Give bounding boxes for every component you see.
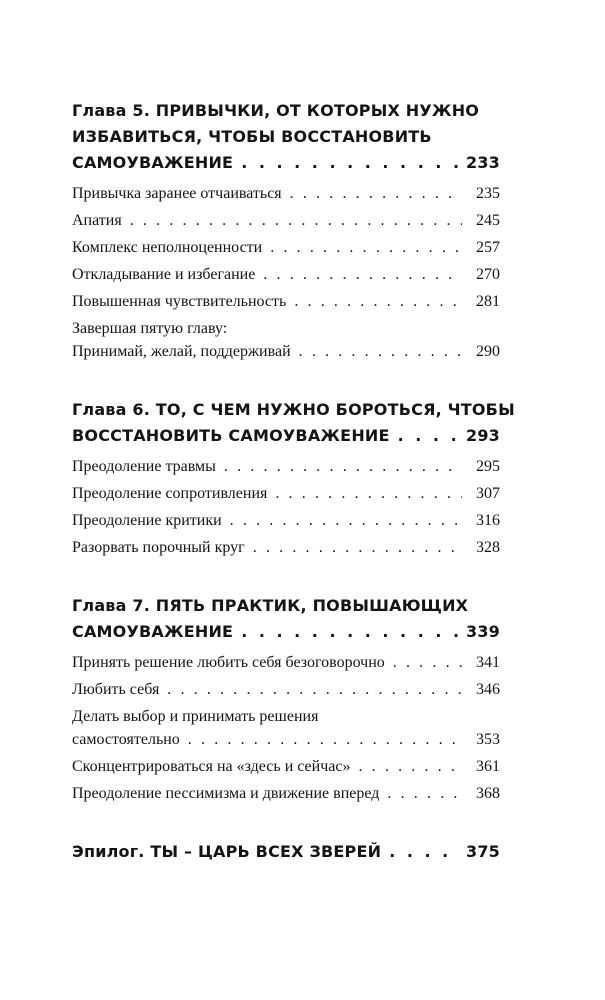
entry-page: 295 bbox=[476, 458, 500, 475]
toc-entry[interactable] bbox=[72, 782, 500, 805]
dot-leader bbox=[263, 263, 462, 286]
epilogue-section bbox=[72, 839, 500, 865]
dot-leader bbox=[299, 340, 462, 363]
entry-page: 257 bbox=[476, 239, 500, 256]
entry-title: Преодоление критики bbox=[72, 512, 222, 529]
toc-entry[interactable] bbox=[72, 263, 500, 286]
entry-title: Преодоление травмы bbox=[72, 458, 216, 475]
chapter-5-page: 233 bbox=[466, 153, 500, 172]
entry-title: самостоятельно bbox=[72, 731, 180, 748]
entry-page: 316 bbox=[476, 512, 500, 529]
chapter-6-page: 293 bbox=[466, 426, 500, 445]
entry-title: Преодоление сопротивления bbox=[72, 485, 268, 502]
entry-title: Любить себя bbox=[72, 681, 160, 698]
entry-page: 368 bbox=[476, 785, 500, 802]
entry-title: Преодоление пессимизма и движение вперед bbox=[72, 785, 380, 802]
entry-title-line-1: Завершая пятую главу: bbox=[72, 320, 228, 337]
chapter-6-heading-row[interactable] bbox=[72, 423, 500, 449]
entry-page: 281 bbox=[476, 293, 500, 310]
chapter-6-title-line-1: Глава 6. ТО, С ЧЕМ НУЖНО БОРОТЬСЯ, ЧТОБЫ bbox=[72, 400, 515, 419]
entry-page: 270 bbox=[476, 266, 500, 283]
entry-page: 353 bbox=[476, 731, 500, 748]
entry-page: 341 bbox=[476, 654, 500, 671]
table-of-contents bbox=[72, 98, 515, 865]
entry-title: Принимай, желай, поддерживай bbox=[72, 343, 291, 360]
entry-title-line-1: Делать выбор и принимать решения bbox=[72, 708, 319, 725]
toc-entry[interactable] bbox=[72, 678, 500, 701]
dot-leader bbox=[290, 182, 462, 205]
entry-page: 346 bbox=[476, 681, 500, 698]
epilogue-title: Эпилог. ТЫ – ЦАРЬ ВСЕХ ЗВЕРЕЙ bbox=[72, 842, 382, 861]
entry-title: Апатия bbox=[72, 212, 122, 229]
dot-leader bbox=[167, 678, 462, 701]
dot-leader bbox=[253, 536, 462, 559]
chapter-5-title-line-1: Глава 5. ПРИВЫЧКИ, ОТ КОТОРЫХ НУЖНО bbox=[72, 101, 480, 120]
dot-leader bbox=[230, 509, 462, 532]
dot-leader bbox=[389, 839, 458, 865]
dot-leader bbox=[393, 651, 462, 674]
chapter-7-title-last: САМОУВАЖЕНИЕ bbox=[72, 622, 234, 641]
dot-leader bbox=[188, 728, 462, 751]
entry-title: Привычка заранее отчаиваться bbox=[72, 185, 282, 202]
entry-page: 290 bbox=[476, 343, 500, 360]
toc-entry[interactable] bbox=[72, 705, 500, 751]
epilogue-page: 375 bbox=[466, 842, 500, 861]
toc-entry[interactable] bbox=[72, 651, 500, 674]
entry-title: Повышенная чувствительность bbox=[72, 293, 287, 310]
toc-entry[interactable] bbox=[72, 290, 500, 313]
entry-page: 245 bbox=[476, 212, 500, 229]
chapter-7-heading-row[interactable] bbox=[72, 619, 500, 645]
entry-title: Принять решение любить себя безоговорочно bbox=[72, 654, 385, 671]
toc-entry[interactable] bbox=[72, 455, 500, 478]
toc-entry[interactable] bbox=[72, 536, 500, 559]
dot-leader bbox=[294, 290, 462, 313]
dot-leader bbox=[398, 423, 458, 449]
toc-entry[interactable] bbox=[72, 755, 500, 778]
entry-title: Откладывание и избегание bbox=[72, 266, 256, 283]
toc-entry[interactable] bbox=[72, 482, 500, 505]
toc-entry[interactable] bbox=[72, 209, 500, 232]
dot-leader bbox=[275, 482, 462, 505]
dot-leader bbox=[241, 150, 458, 176]
toc-entry[interactable] bbox=[72, 317, 500, 363]
entry-title: Сконцентрироваться на «здесь и сейчас» bbox=[72, 758, 351, 775]
chapter-7-title-line-1: Глава 7. ПЯТЬ ПРАКТИК, ПОВЫШАЮЩИХ bbox=[72, 596, 469, 615]
dot-leader bbox=[224, 455, 462, 478]
entry-page: 361 bbox=[476, 758, 500, 775]
dot-leader bbox=[358, 755, 462, 778]
chapter-7-page: 339 bbox=[466, 622, 500, 641]
entry-title: Комплекс неполноценности bbox=[72, 239, 263, 256]
chapter-7-section bbox=[72, 593, 500, 805]
entry-page: 307 bbox=[476, 485, 500, 502]
entry-title: Разорвать порочный круг bbox=[72, 539, 245, 556]
chapter-5-title-line-2: ИЗБАВИТЬСЯ, ЧТОБЫ ВОССТАНОВИТЬ bbox=[72, 127, 432, 146]
entry-page: 235 bbox=[476, 185, 500, 202]
dot-leader bbox=[387, 782, 462, 805]
chapter-5-section bbox=[72, 98, 500, 363]
toc-entry[interactable] bbox=[72, 236, 500, 259]
dot-leader bbox=[130, 209, 462, 232]
chapter-5-heading-row[interactable] bbox=[72, 150, 500, 176]
toc-entry[interactable] bbox=[72, 182, 500, 205]
entry-page: 328 bbox=[476, 539, 500, 556]
chapter-5-title-last: САМОУВАЖЕНИЕ bbox=[72, 153, 234, 172]
toc-entry[interactable] bbox=[72, 509, 500, 532]
chapter-6-title-last: ВОССТАНОВИТЬ САМОУВАЖЕНИЕ bbox=[72, 426, 390, 445]
epilogue-heading-row[interactable] bbox=[72, 839, 500, 865]
chapter-6-section bbox=[72, 397, 515, 559]
dot-leader bbox=[241, 619, 458, 645]
dot-leader bbox=[270, 236, 462, 259]
